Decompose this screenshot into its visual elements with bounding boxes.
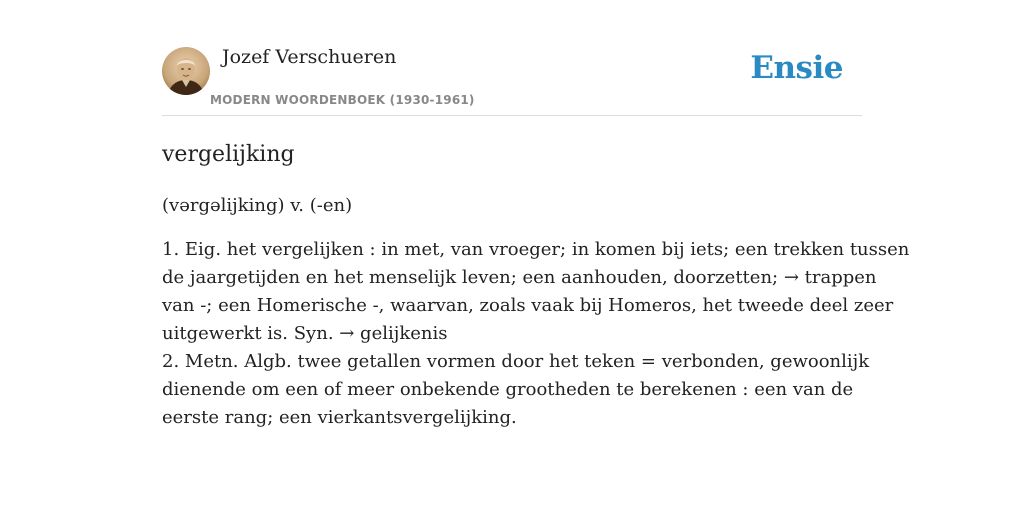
definition-line: 2. Metn. Algb. twee getallen vormen door het teken = verbonden, gewoonlijk: [162, 351, 870, 372]
entry-term: vergelijking: [162, 142, 295, 167]
source-label[interactable]: MODERN WOORDENBOEK (1930-1961): [210, 93, 475, 107]
definition-line: dienende om een of meer onbekende grootheden te berekenen : een van de: [162, 379, 854, 400]
definition-line: uitgewerkt is. Syn. → gelijkenis: [162, 323, 448, 344]
definition-line: 1. Eig. het vergelijken : in met, van vroeger; in komen bij iets; een trekken tussen: [162, 239, 910, 260]
entry-pronunciation: (vərgəlijking) v. (-en): [162, 195, 353, 216]
ensie-logo[interactable]: Ensie: [750, 50, 843, 86]
author-name[interactable]: Jozef Verschueren: [222, 46, 397, 68]
definition-line: van -; een Homerische -, waarvan, zoals vaak bij Homeros, het tweede deel zeer: [162, 295, 894, 316]
entry-header: [162, 44, 862, 116]
author-portrait-image: [162, 47, 210, 95]
definition-line: de jaargetijden en het menselijk leven; een aanhouden, doorzetten; → trappen: [162, 267, 877, 288]
entry-definition: [162, 236, 910, 432]
author-avatar[interactable]: [162, 47, 210, 95]
entry-card: [162, 44, 910, 432]
definition-line: eerste rang; een vierkantsvergelijking.: [162, 407, 517, 428]
